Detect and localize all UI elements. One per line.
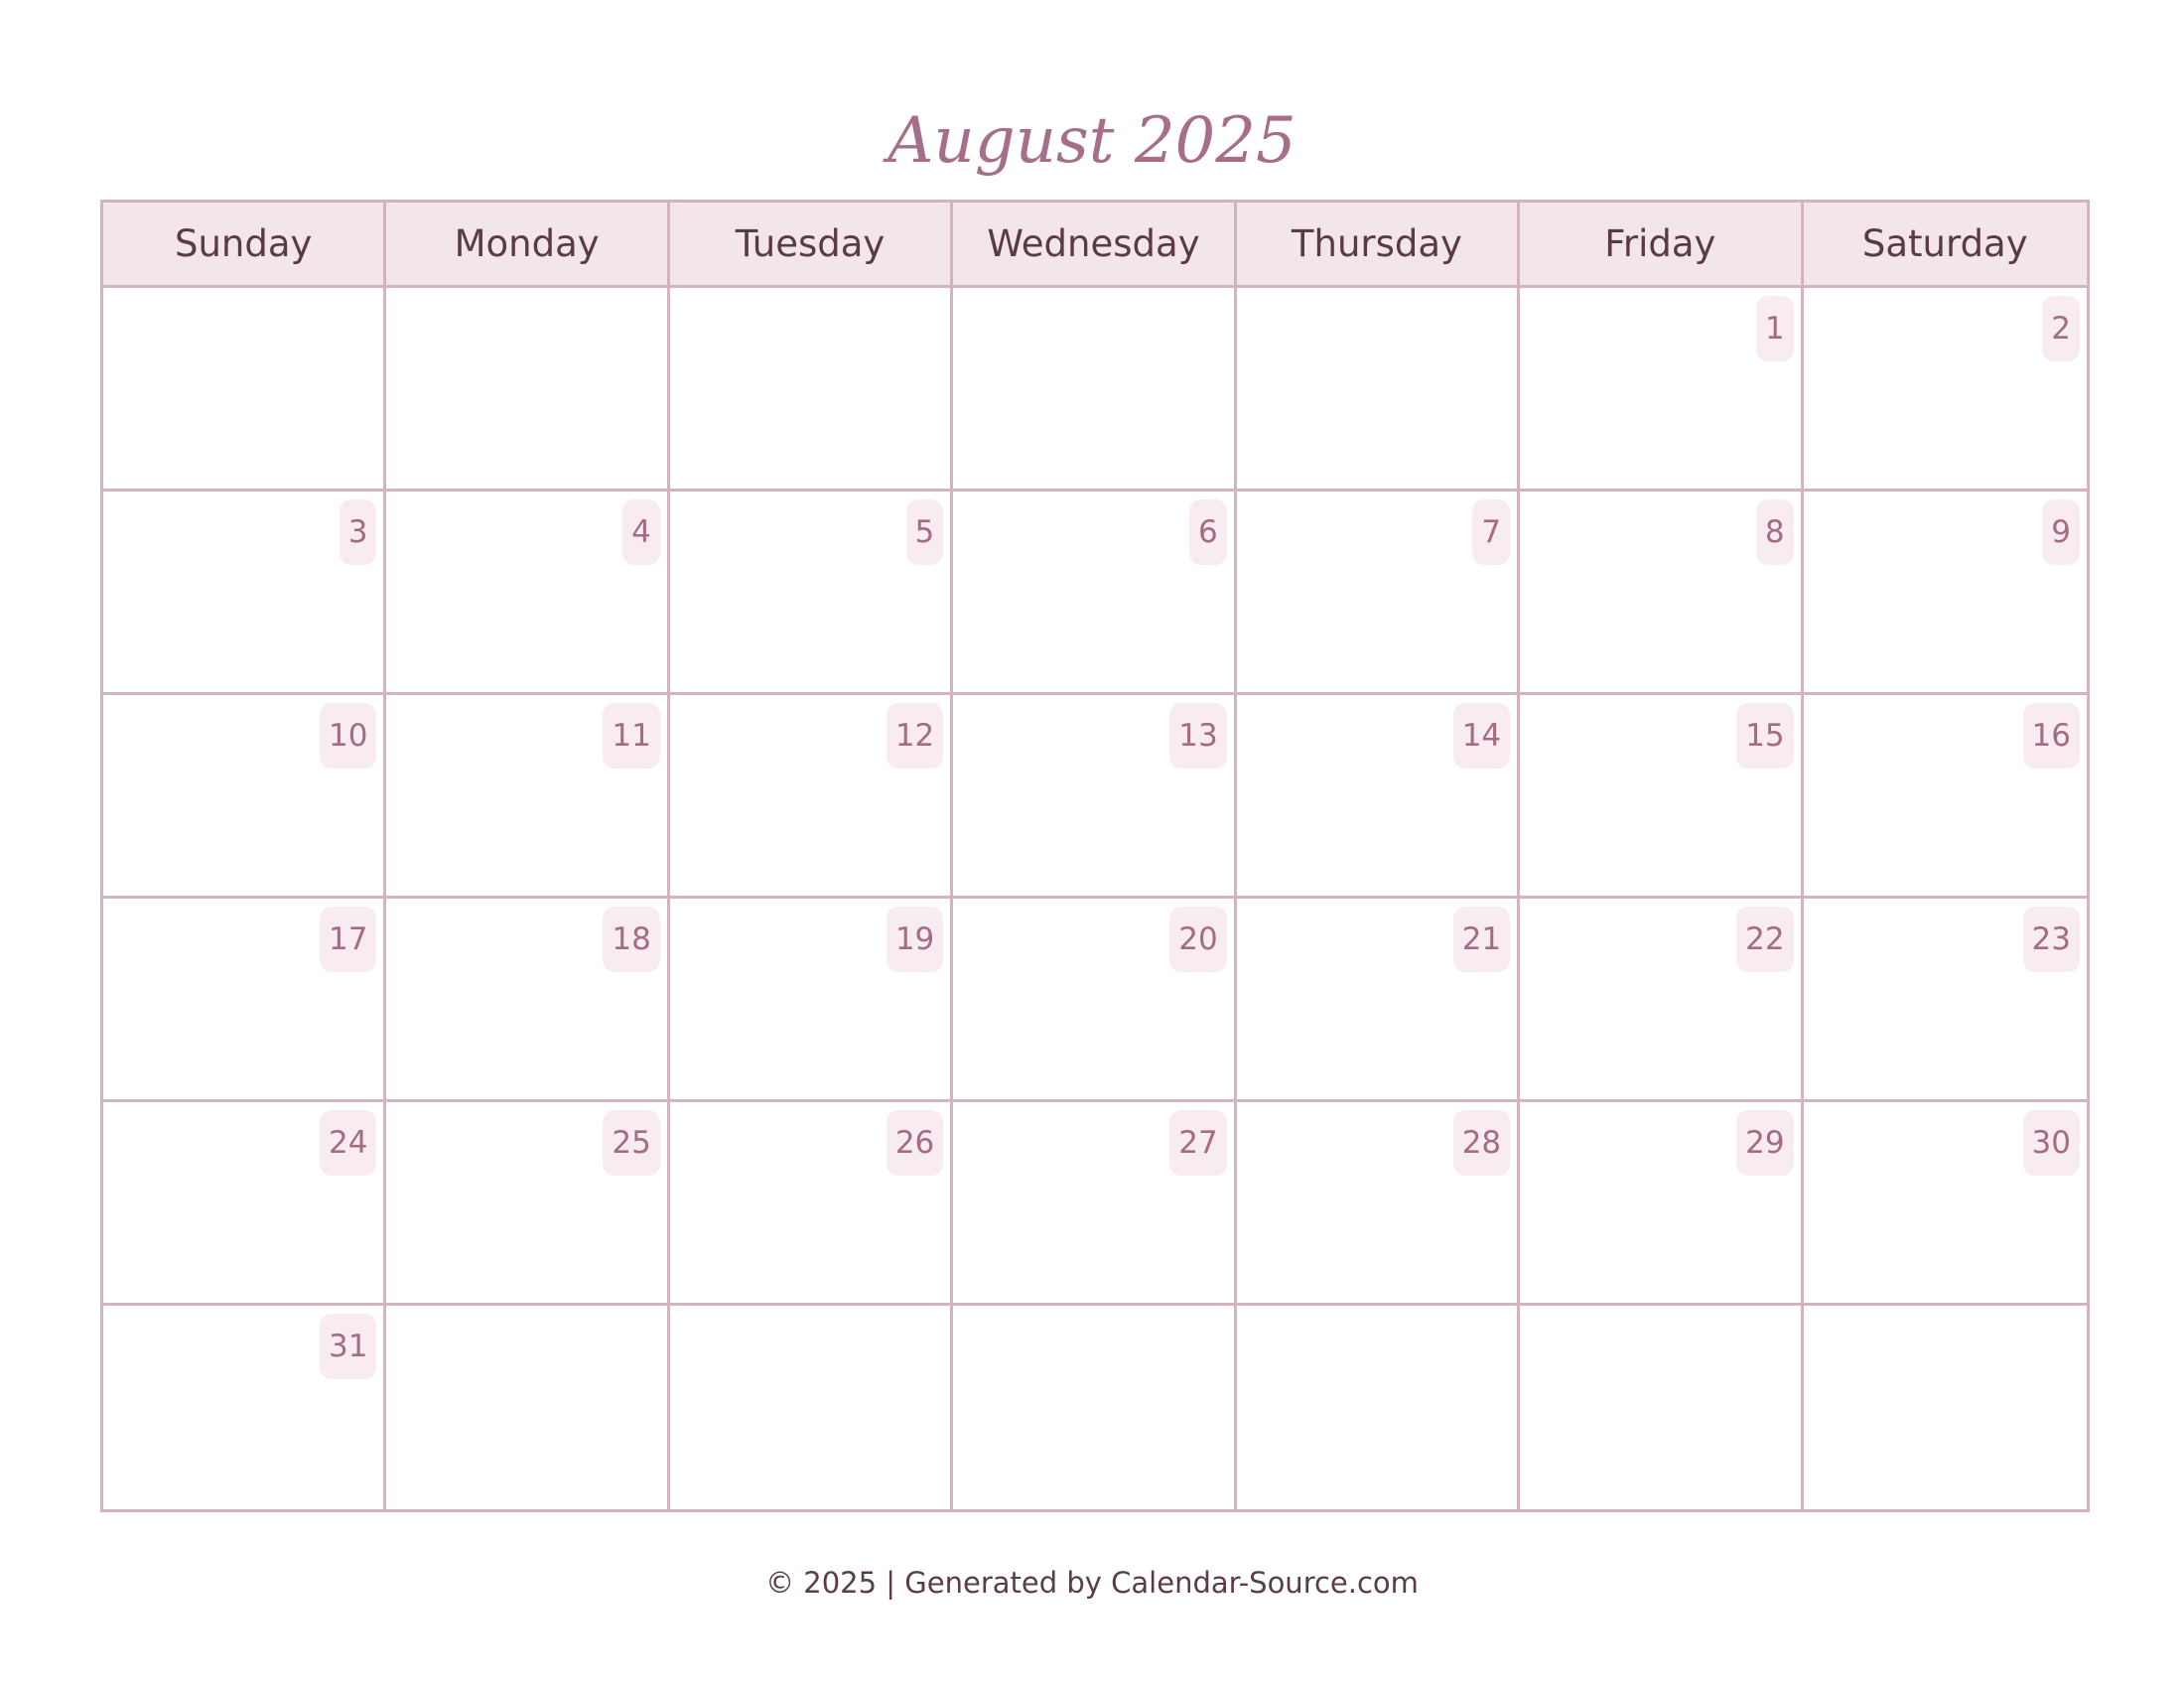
day-cell-8 <box>1520 492 1803 695</box>
date-number: 26 <box>887 1110 943 1176</box>
day-cell-12 <box>670 695 953 899</box>
weekday-header-sunday: Sunday <box>103 203 386 288</box>
date-number: 27 <box>1169 1110 1226 1176</box>
date-number: 12 <box>887 703 943 769</box>
date-number: 23 <box>2023 907 2080 972</box>
date-number: 29 <box>1736 1110 1793 1176</box>
calendar-grid <box>100 200 2090 1512</box>
date-number: 10 <box>320 703 376 769</box>
date-number: 9 <box>2042 499 2080 565</box>
date-number: 8 <box>1756 499 1794 565</box>
day-cell-empty <box>1237 1306 1520 1509</box>
day-cell-empty <box>1804 1306 2087 1509</box>
day-cell-16 <box>1804 695 2087 899</box>
date-number: 19 <box>887 907 943 972</box>
day-cell-19 <box>670 899 953 1102</box>
day-cell-7 <box>1237 492 1520 695</box>
day-cell-5 <box>670 492 953 695</box>
date-number: 18 <box>603 907 659 972</box>
day-cell-29 <box>1520 1102 1803 1306</box>
day-cell-empty <box>386 1306 669 1509</box>
date-number: 30 <box>2023 1110 2080 1176</box>
day-cell-empty <box>953 288 1236 492</box>
weekday-header-thursday: Thursday <box>1237 203 1520 288</box>
date-number: 13 <box>1169 703 1226 769</box>
calendar-title: August 2025 <box>887 104 1297 178</box>
footer-credit: © 2025 | Generated by Calendar-Source.com <box>765 1566 1419 1600</box>
day-cell-empty <box>103 288 386 492</box>
day-cell-18 <box>386 899 669 1102</box>
day-cell-31 <box>103 1306 386 1509</box>
day-cell-17 <box>103 899 386 1102</box>
date-number: 25 <box>603 1110 659 1176</box>
weekday-header-wednesday: Wednesday <box>953 203 1236 288</box>
day-cell-10 <box>103 695 386 899</box>
day-cell-empty <box>386 288 669 492</box>
day-cell-11 <box>386 695 669 899</box>
day-cell-27 <box>953 1102 1236 1306</box>
day-cell-empty <box>953 1306 1236 1509</box>
date-number: 17 <box>320 907 376 972</box>
day-cell-14 <box>1237 695 1520 899</box>
day-cell-15 <box>1520 695 1803 899</box>
date-number: 2 <box>2042 296 2080 361</box>
date-number: 16 <box>2023 703 2080 769</box>
weekday-header-friday: Friday <box>1520 203 1803 288</box>
day-cell-28 <box>1237 1102 1520 1306</box>
date-number: 15 <box>1736 703 1793 769</box>
day-cell-24 <box>103 1102 386 1306</box>
weekday-header-tuesday: Tuesday <box>670 203 953 288</box>
date-number: 22 <box>1736 907 1793 972</box>
day-cell-23 <box>1804 899 2087 1102</box>
day-cell-20 <box>953 899 1236 1102</box>
date-number: 4 <box>622 499 660 565</box>
day-cell-13 <box>953 695 1236 899</box>
weekday-header-saturday: Saturday <box>1804 203 2087 288</box>
day-cell-4 <box>386 492 669 695</box>
date-number: 20 <box>1169 907 1226 972</box>
day-cell-2 <box>1804 288 2087 492</box>
day-cell-9 <box>1804 492 2087 695</box>
date-number: 21 <box>1453 907 1510 972</box>
day-cell-1 <box>1520 288 1803 492</box>
day-cell-22 <box>1520 899 1803 1102</box>
date-number: 3 <box>340 499 377 565</box>
day-cell-empty <box>670 1306 953 1509</box>
date-number: 1 <box>1756 296 1794 361</box>
day-cell-empty <box>670 288 953 492</box>
day-cell-empty <box>1237 288 1520 492</box>
weekday-header-monday: Monday <box>386 203 669 288</box>
date-number: 28 <box>1453 1110 1510 1176</box>
date-number: 6 <box>1189 499 1227 565</box>
day-cell-6 <box>953 492 1236 695</box>
day-cell-empty <box>1520 1306 1803 1509</box>
date-number: 24 <box>320 1110 376 1176</box>
date-number: 31 <box>320 1314 376 1379</box>
day-cell-25 <box>386 1102 669 1306</box>
day-cell-26 <box>670 1102 953 1306</box>
date-number: 14 <box>1453 703 1510 769</box>
day-cell-3 <box>103 492 386 695</box>
day-cell-21 <box>1237 899 1520 1102</box>
date-number: 11 <box>603 703 659 769</box>
date-number: 5 <box>906 499 944 565</box>
day-cell-30 <box>1804 1102 2087 1306</box>
date-number: 7 <box>1472 499 1510 565</box>
